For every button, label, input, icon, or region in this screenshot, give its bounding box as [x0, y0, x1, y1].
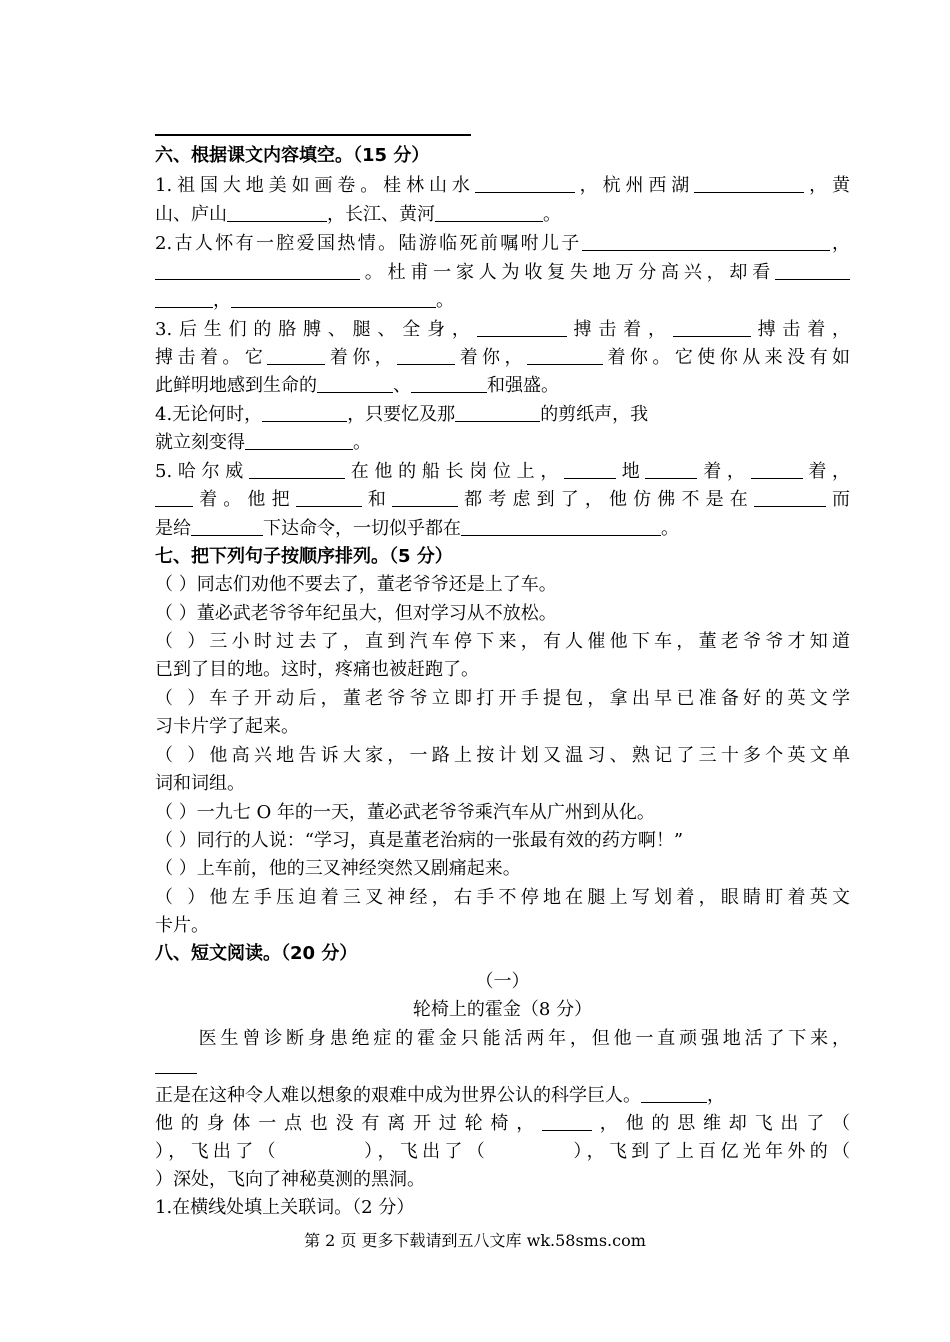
- s6-line-5: ， 。: [155, 287, 850, 315]
- blank[interactable]: [527, 346, 603, 365]
- blank[interactable]: [245, 431, 353, 450]
- section-8-title: 八、短文阅读。（20 分）: [155, 943, 358, 964]
- s6-line-10: 就立刻变得 。: [155, 432, 371, 453]
- s7-item: （ ）董必武老爷爷年纪虽大，但对学习从不放松。: [155, 603, 557, 624]
- s6-line-13: 是给 下达命令，一切似乎都在 。: [155, 518, 679, 539]
- s6-line-7: 搏击着。它 着你， 着你， 着你。它使你从来没有如: [155, 347, 850, 368]
- blank[interactable]: [461, 517, 661, 536]
- blank[interactable]: [249, 460, 345, 479]
- blank[interactable]: [477, 318, 567, 337]
- s6-line-1: 1.祖国大地美如画卷。桂林山水 ，杭州西湖 ，黄: [155, 175, 850, 196]
- blank[interactable]: [455, 403, 540, 422]
- s7-item: （ ）他高兴地告诉大家，一路上按计划又温习、熟记了三十多个英文单: [155, 745, 850, 766]
- blank[interactable]: [392, 488, 458, 507]
- s7-item: （ ）同行的人说：“学习，真是董老治病的一张最有效的药方啊！”: [155, 830, 684, 851]
- blank[interactable]: [155, 261, 360, 280]
- blank[interactable]: [775, 261, 850, 280]
- blank[interactable]: [582, 232, 830, 251]
- passage-line-5: ）深处，飞向了神秘莫测的黑洞。: [155, 1169, 425, 1190]
- page-footer: 第 2 页 更多下载请到五八文库 wk.58sms.com: [304, 1231, 646, 1250]
- s7-item-cont: 卡片。: [155, 915, 209, 936]
- blank[interactable]: [694, 174, 804, 193]
- blank[interactable]: [227, 203, 327, 222]
- s7-item: （ ）他左手压迫着三叉神经，右手不停地在腿上写划着，眼睛盯着英文: [155, 887, 850, 908]
- s7-item-cont: 词和词组。: [155, 773, 245, 794]
- blank[interactable]: [754, 488, 826, 507]
- blank[interactable]: [155, 289, 213, 308]
- s6-line-4: 。杜甫一家人为收复失地万分高兴，却看: [155, 259, 850, 287]
- section-7-title: 七、把下列句子按顺序排列。（5 分）: [155, 546, 453, 567]
- blank[interactable]: [397, 346, 455, 365]
- blank[interactable]: [231, 289, 436, 308]
- passage-title: 轮椅上的霍金（8 分）: [412, 999, 593, 1020]
- passage-line-1: 医生曾诊断身患绝症的霍金只能活两年，但他一直顽强地活了下来，: [155, 1028, 850, 1049]
- blank[interactable]: [296, 488, 362, 507]
- passage-number: （一）: [475, 971, 530, 992]
- blank[interactable]: [155, 488, 193, 507]
- blank[interactable]: [645, 460, 697, 479]
- blank[interactable]: [191, 517, 263, 536]
- blank[interactable]: [435, 203, 543, 222]
- top-divider: [155, 134, 471, 136]
- s6-line-2: 山、庐山 ，长江、黄河 。: [155, 204, 561, 225]
- s7-item: （ ）三小时过去了，直到汽车停下来，有人催他下车，董老爷爷才知道: [155, 631, 850, 652]
- blank[interactable]: [475, 174, 575, 193]
- s6-line-9: 4.无论何时， ，只要忆及那 的剪纸声，我: [155, 404, 649, 425]
- s6-line-8: 此鲜明地感到生命的 、 和强盛。: [155, 375, 559, 396]
- s7-item: （ ）一九七 O 年的一天，董必武老爷爷乘汽车从广州到从化。: [155, 802, 655, 823]
- blank[interactable]: [751, 460, 803, 479]
- section-6-title: 六、根据课文内容填空。（15 分）: [155, 145, 430, 166]
- s6-line-12: 着。他把 和 都考虑到了，他仿佛不是在 而: [155, 486, 850, 514]
- blank[interactable]: [411, 374, 487, 393]
- s6-line-3: 2.古人怀有一腔爱国热情。陆游临死前嘱咐儿子 ，: [155, 233, 850, 254]
- s7-item: （ ）同志们劝他不要去了，董老爷爷还是上了车。: [155, 574, 557, 595]
- s7-item-cont: 已到了目的地。这时，疼痛也被赶跑了。: [155, 659, 479, 680]
- passage-line-4: ），飞出了（ ），飞出了（ ），飞到了上百亿光年外的（: [155, 1141, 850, 1162]
- passage-line-2: 正是在这种令人难以想象的艰难中成为世界公认的科学巨人。 ，: [155, 1085, 725, 1106]
- blank[interactable]: [542, 1112, 592, 1131]
- s6-line-11: 5.哈尔威 在他的船长岗位上， 地 着， 着，: [155, 461, 850, 482]
- passage-line-3: 他的身体一点也没有离开过轮椅， ，他的思维却飞出了（: [155, 1113, 850, 1134]
- blank[interactable]: [641, 1084, 707, 1103]
- s7-item-cont: 习卡片学了起来。: [155, 716, 299, 737]
- blank[interactable]: [317, 374, 393, 393]
- s6-line-6: 3.后生们的胳膊、腿、全身， 搏击着， 搏击着，: [155, 319, 850, 340]
- blank[interactable]: [262, 403, 347, 422]
- s7-item: （ ）车子开动后，董老爷爷立即打开手提包，拿出早已准备好的英文学: [155, 688, 850, 709]
- question-1: 1.在横线处填上关联词。（2 分）: [155, 1197, 415, 1218]
- blank[interactable]: [564, 460, 616, 479]
- blank[interactable]: [267, 346, 325, 365]
- s7-item: （ ）上车前，他的三叉神经突然又剧痛起来。: [155, 858, 521, 879]
- blank[interactable]: [155, 1055, 197, 1074]
- passage-line-blank: [155, 1053, 850, 1081]
- blank[interactable]: [673, 318, 751, 337]
